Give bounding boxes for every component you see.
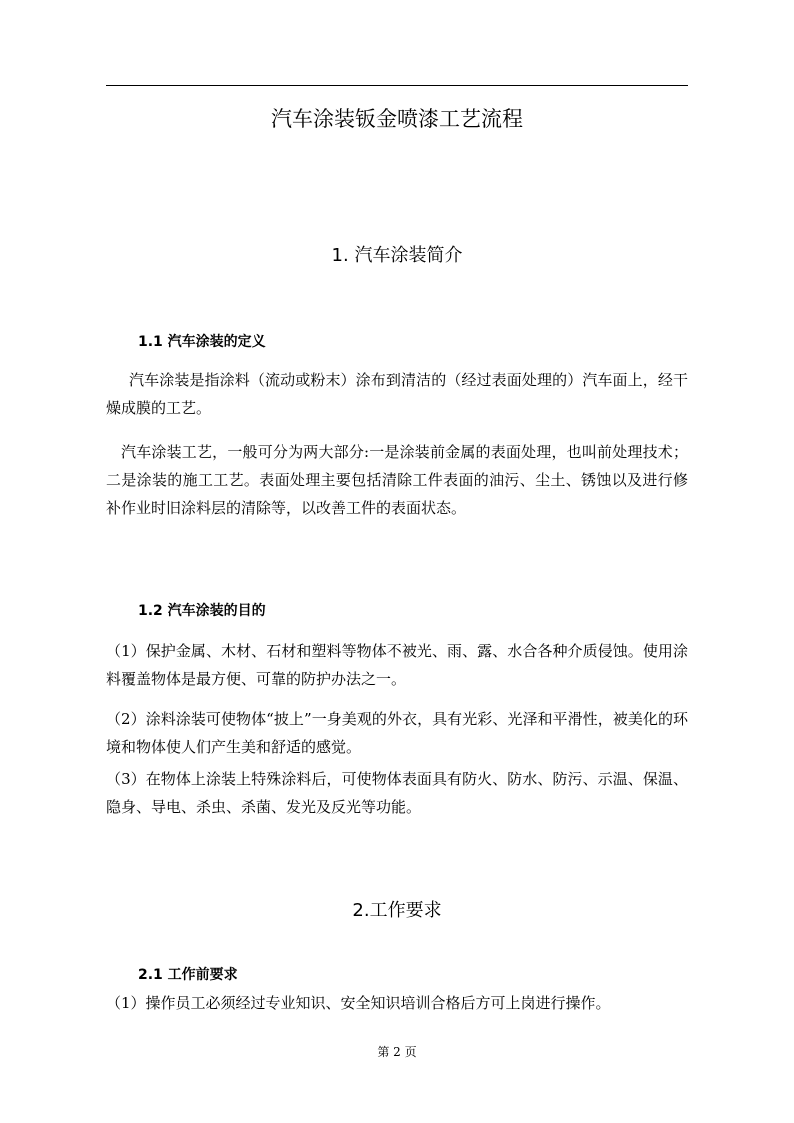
subsection-heading-1-2: 1.2 汽车涂装的目的 (138, 603, 266, 619)
paragraph-requirement-1: （1）操作员工必须经过专业知识、安全知识培训合格后方可上岗进行操作。 (106, 994, 611, 1012)
header-rule (106, 85, 688, 86)
section-heading-2: 2.工作要求 (352, 900, 442, 921)
document-title: 汽车涂装钣金喷漆工艺流程 (271, 107, 523, 131)
page-number: 第 2 页 (377, 1045, 417, 1059)
paragraph-purpose-1: （1）保护金属、木材、石材和塑料等物体不被光、雨、露、水合各种介质侵蚀。使用涂料覆盖物体是最方便、可靠的防护办法之一。 (106, 642, 688, 688)
paragraph-purpose-2: （2）涂料涂装可使物体“披上”一身美观的外衣，具有光彩、光泽和平滑性，被美化的环境和物体使人们产生美和舒适的感觉。 (106, 710, 688, 756)
paragraph-definition-1: 汽车涂装是指涂料（流动或粉末）涂布到清洁的（经过表面处理的）汽车面上，经干燥成膜的工艺。 (106, 371, 688, 417)
section-heading-1: 1. 汽车涂装简介 (331, 245, 463, 266)
paragraph-definition-2: 汽车涂装工艺，一般可分为两大部分:一是涂装前金属的表面处理，也叫前处理技术；二是涂装的施工工艺。表面处理主要包括清除工件表面的油污、尘土、锈蚀以及进行修补作业时旧涂料层的清除等，以改善工件的表面状态。 (106, 443, 688, 517)
subsection-heading-1-1: 1.1 汽车涂装的定义 (138, 334, 266, 350)
subsection-heading-2-1: 2.1 工作前要求 (138, 967, 238, 983)
paragraph-purpose-3: （3）在物体上涂装上特殊涂料后，可使物体表面具有防火、防水、防污、示温、保温、隐身、导电、杀虫、杀菌、发光及反光等功能。 (106, 770, 688, 816)
